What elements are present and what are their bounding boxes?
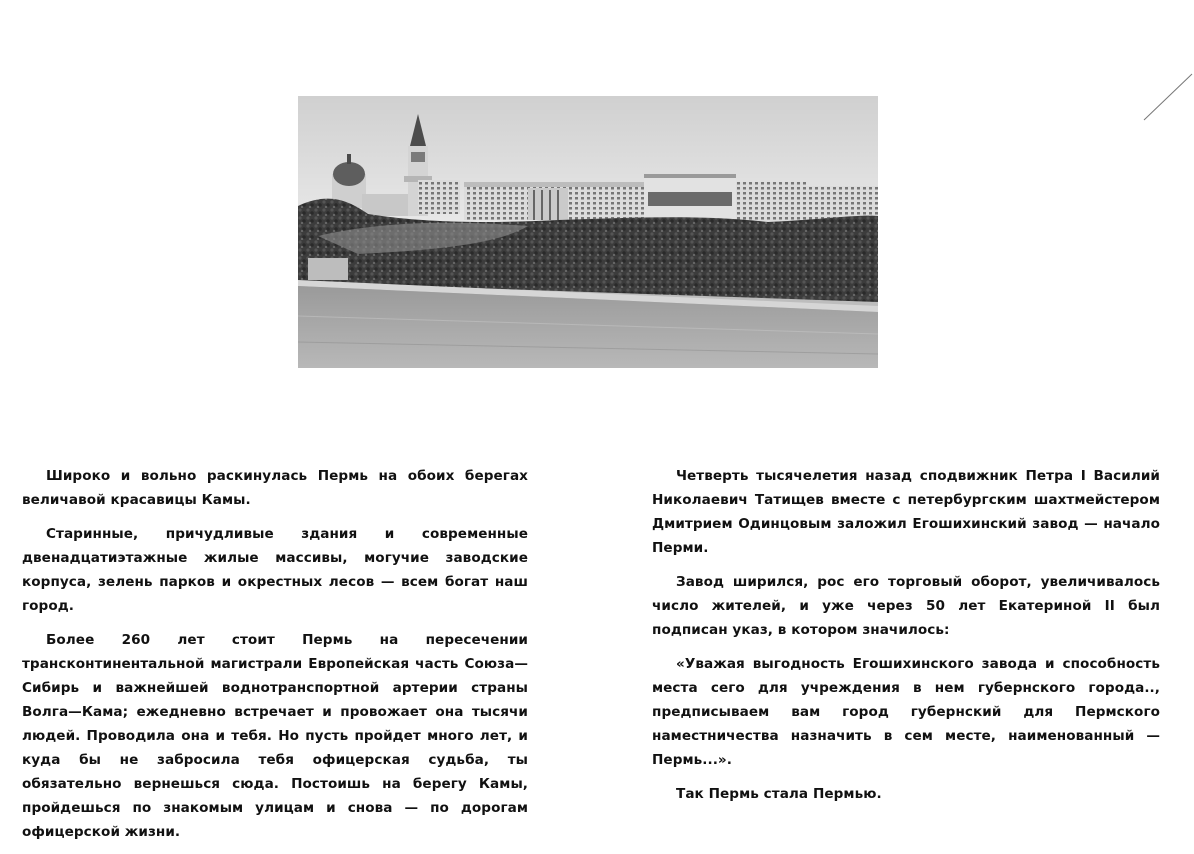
paragraph: «Уважая выгодность Егошихинского завода и способность места сего для учреждения в нем губернского города.., предписываем вам город губернский для Пермского наместничества назначить в сем месте, наименованный — Пермь...». [652,656,1160,768]
paragraph: Широко и вольно раскинулась Пермь на обоих берегах величавой красавицы Камы. [22,468,528,508]
photo-modern-building [644,174,736,224]
photo-low-building [362,194,408,216]
photo-old-building [418,180,460,214]
paragraph: Старинные, причудливые здания и современные двенадцатиэтажные жилые массивы, могучие заводские корпуса, зелень парков и окрестных лесов — всем богат наш город. [22,526,528,614]
paragraph: Так Пермь стала Пермью. [676,786,882,802]
scan-artifact-line [1134,70,1194,130]
paragraph: Четверть тысячелетия назад сподвижник Петра I Василий Николаевич Татищев вместе с петербургским шахтмейстером Дмитрием Одинцовым заложил Егошихинский завод — начало Перми. [652,468,1160,556]
paragraph: Более 260 лет стоит Пермь на пересечении трансконтинентальной магистрали Европейская часть Союза—Сибирь и важнейшей воднотранспортной артерии страны Волга—Кама; ежедневно встречает и провожает она тысячи людей. Проводила она и тебя. Но пусть пройдет много лет, и куда бы не забросила тебя офицерская судьба, ты обязательно вернешься сюда. Постоишь на берегу Камы, пройдешься по знакомым улицам и снова — по дорогам офицерской жизни. [22,632,528,840]
photo-right-building [736,182,806,222]
city-panorama-photo [298,96,878,368]
photo-far-right-building [806,186,878,220]
photo-pier [308,258,348,280]
right-text-column [652,464,1160,816]
photo-administrative-building [464,182,644,220]
paragraph: Завод ширился, рос его торговый оборот, увеличивалось число жителей, и уже через 50 лет Екатериной II был подписан указ, в котором значилось: [652,574,1160,638]
left-text-column [22,464,528,854]
